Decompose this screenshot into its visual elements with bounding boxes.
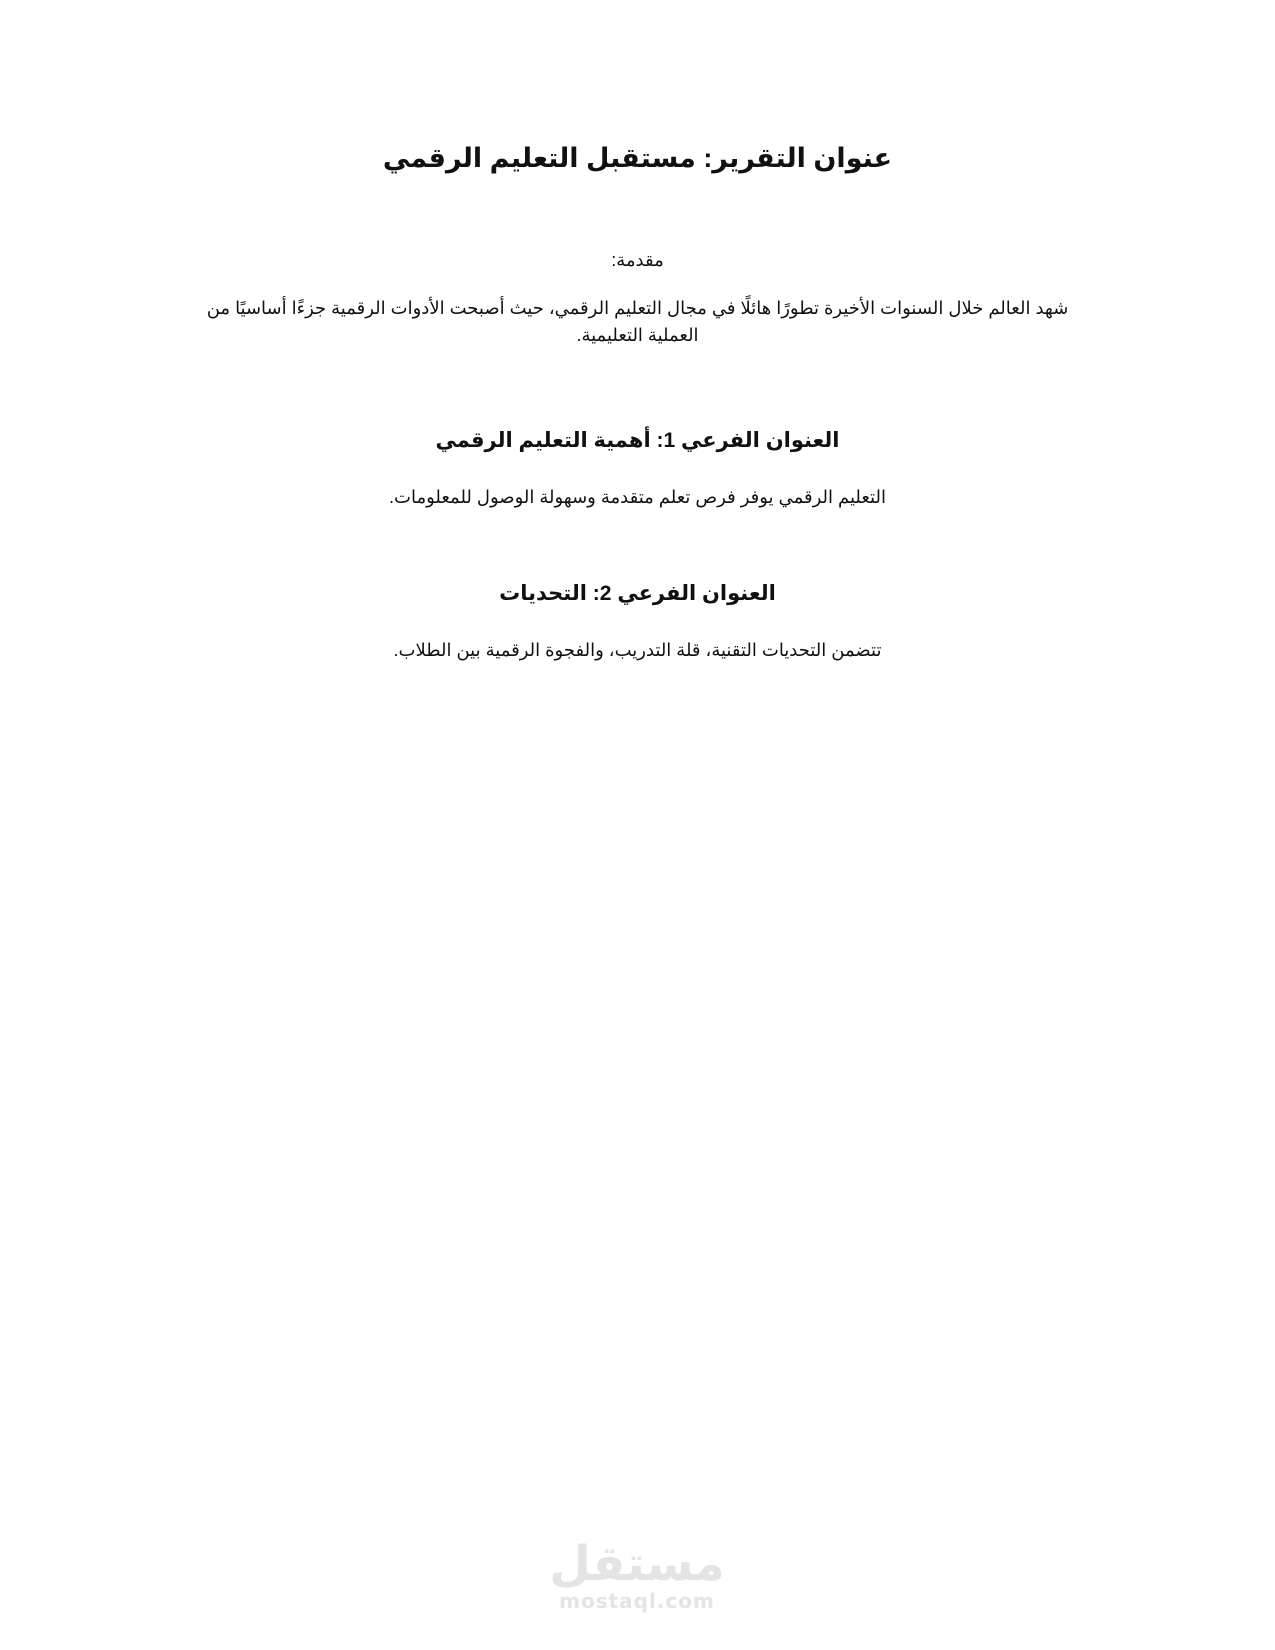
section-2-heading: العنوان الفرعي 2: التحديات [499, 582, 776, 605]
section-2-paragraph: .تتضمن التحديات التقنية، قلة التدريب، والفجوة الرقمية بين الطلاب [393, 640, 882, 660]
mostaql-watermark [537, 1538, 737, 1618]
intro-paragraph [180, 295, 1095, 349]
intro-label: مقدمة: [611, 250, 664, 270]
watermark-domain: mostaql.com [559, 1589, 715, 1613]
section-1-heading: العنوان الفرعي 1: أهمية التعليم الرقمي [435, 429, 840, 452]
section-1-paragraph: .التعليم الرقمي يوفر فرص تعلم متقدمة وسهولة الوصول للمعلومات [389, 487, 886, 507]
watermark-logo: مستقل [549, 1536, 725, 1592]
intro-paragraph-line-1: شهد العالم خلال السنوات الأخيرة تطورًا هائلًا في مجال التعليم الرقمي، حيث أصبحت الأدوات الرقمية جزءًا أساسيًا من [206, 298, 1069, 318]
intro-paragraph-line-2: .العملية التعليمية [576, 325, 699, 345]
report-title: عنوان التقرير: مستقبل التعليم الرقمي [382, 143, 893, 173]
